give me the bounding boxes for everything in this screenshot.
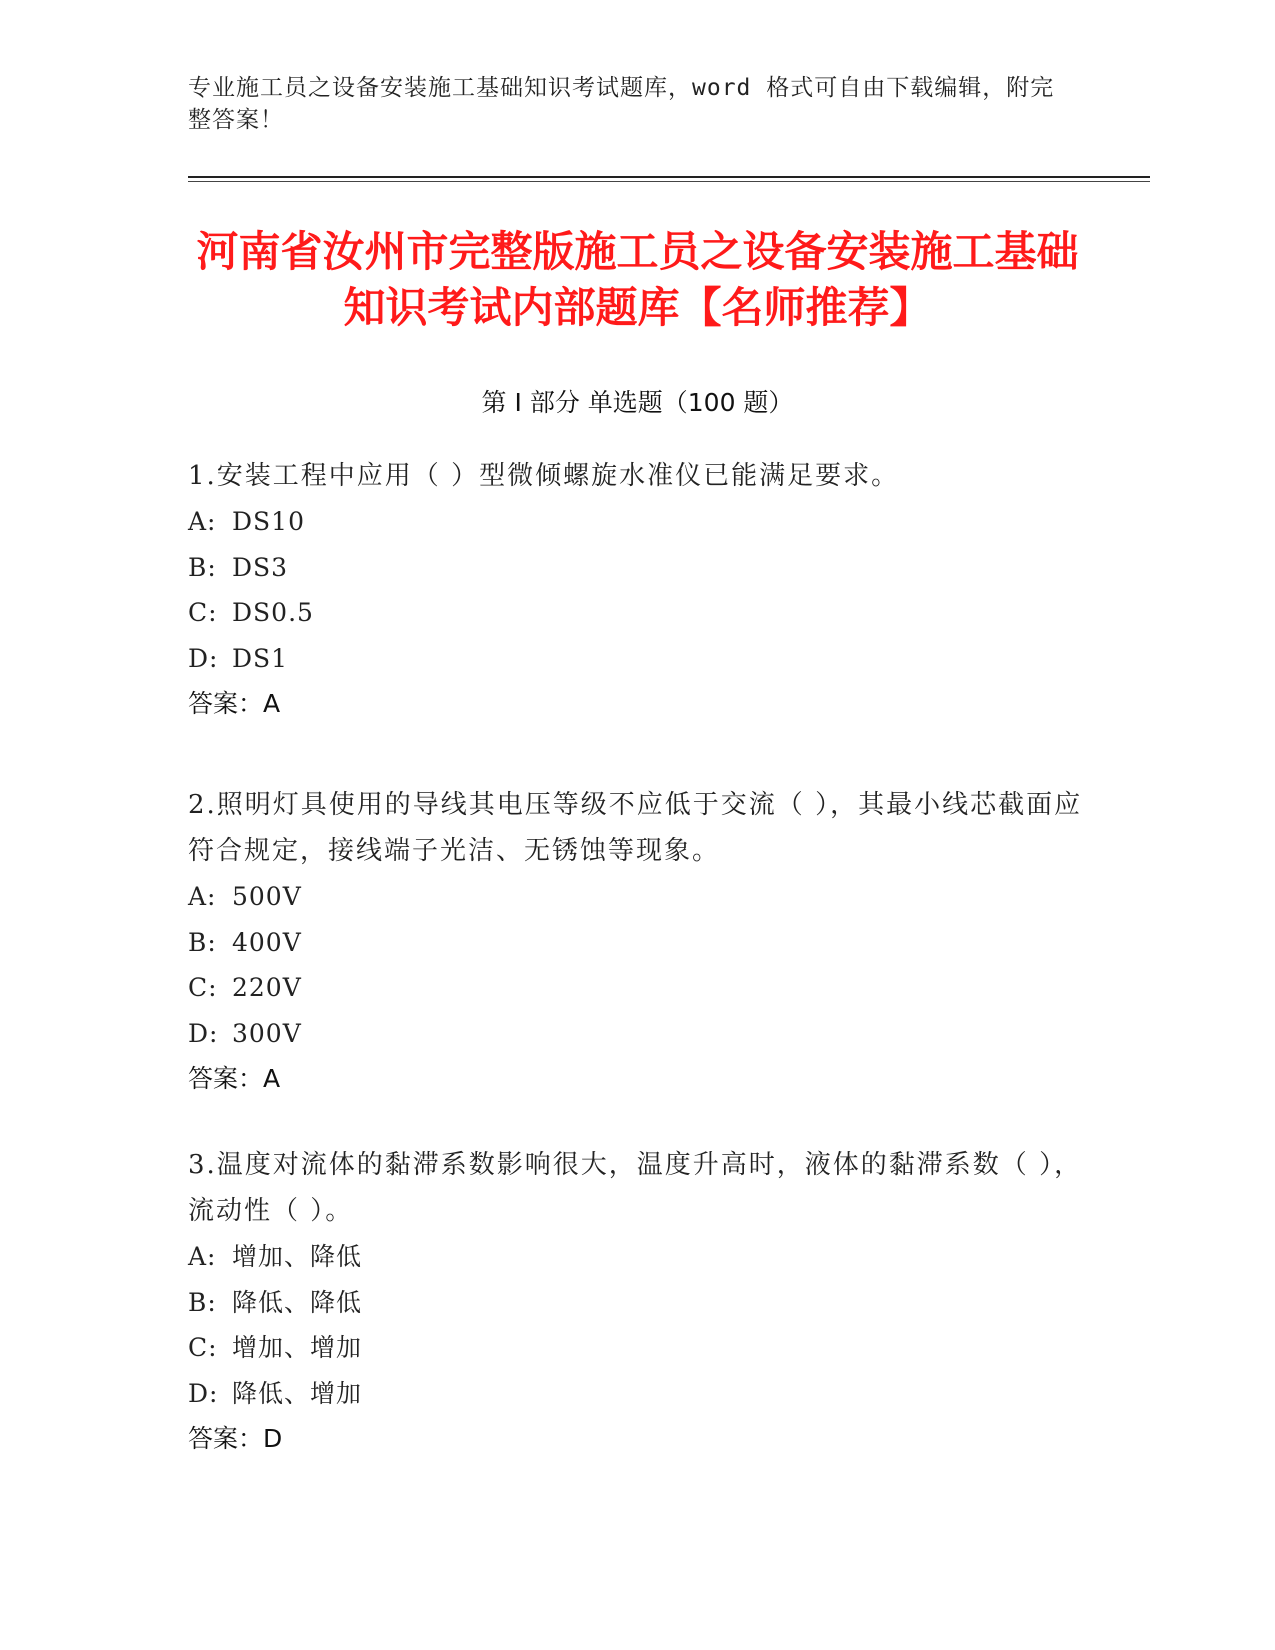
question-stem: 2.照明灯具使用的导线其电压等级不应低于交流（ ），其最小线芯截面应符合规定，接线端子光洁、无锈蚀等现象。 xyxy=(188,790,1083,866)
option-a xyxy=(188,1234,1088,1280)
option-key: A: xyxy=(188,507,217,536)
option-key: B: xyxy=(188,1287,217,1317)
option-key: C: xyxy=(188,1333,218,1362)
option-text: DS3 xyxy=(232,552,289,582)
option-b xyxy=(188,1280,1088,1326)
option-d xyxy=(188,636,1088,682)
option-key: D: xyxy=(188,1378,219,1408)
option-b xyxy=(188,545,1088,591)
option-key: C: xyxy=(188,973,218,1002)
document-title: 河南省汝州市完整版施工员之设备安装施工基础知识考试内部题库【名师推荐】 xyxy=(196,227,1079,332)
option-key: D: xyxy=(188,1018,219,1048)
option-text: 增加、增加 xyxy=(232,1333,363,1362)
question-stem: 1.安装工程中应用（ ）型微倾螺旋水准仪已能满足要求。 xyxy=(188,461,900,491)
option-text: 500V xyxy=(232,882,302,911)
option-key: A: xyxy=(188,1242,217,1271)
question-1 xyxy=(188,453,1088,726)
section-title: 第 I 部分 单选题（100 题） xyxy=(481,388,794,417)
question-2 xyxy=(188,782,1088,1101)
option-text: 降低、降低 xyxy=(232,1287,363,1317)
option-text: 300V xyxy=(232,1018,302,1048)
option-c xyxy=(188,590,1088,636)
option-text: DS1 xyxy=(232,643,289,673)
header-divider-thick xyxy=(188,176,1150,178)
answer: 答案：A xyxy=(188,1064,281,1093)
option-a xyxy=(188,499,1088,545)
option-c xyxy=(188,965,1088,1011)
question-3 xyxy=(188,1142,1088,1461)
option-key: C: xyxy=(188,598,218,627)
option-a xyxy=(188,874,1088,920)
question-stem: 3.温度对流体的黏滞系数影响很大，温度升高时，液体的黏滞系数（ ），流动性（ ）。 xyxy=(188,1150,1083,1226)
option-key: B: xyxy=(188,552,217,582)
option-text: 400V xyxy=(232,927,302,957)
answer: 答案：D xyxy=(188,1424,283,1453)
option-text: DS0.5 xyxy=(232,598,314,627)
option-d xyxy=(188,1011,1088,1057)
option-key: A: xyxy=(188,882,217,911)
header-note: 专业施工员之设备安装施工基础知识考试题库，word 格式可自由下载编辑，附完整答案！ xyxy=(188,75,1055,133)
option-c xyxy=(188,1325,1088,1371)
header-divider-thin xyxy=(188,181,1150,182)
option-key: D: xyxy=(188,643,219,673)
answer: 答案：A xyxy=(188,689,281,718)
option-text: 增加、降低 xyxy=(232,1242,363,1271)
option-b xyxy=(188,920,1088,966)
option-d xyxy=(188,1371,1088,1417)
option-text: DS10 xyxy=(232,507,305,536)
option-key: B: xyxy=(188,927,217,957)
option-text: 220V xyxy=(232,973,302,1002)
option-text: 降低、增加 xyxy=(232,1378,363,1408)
